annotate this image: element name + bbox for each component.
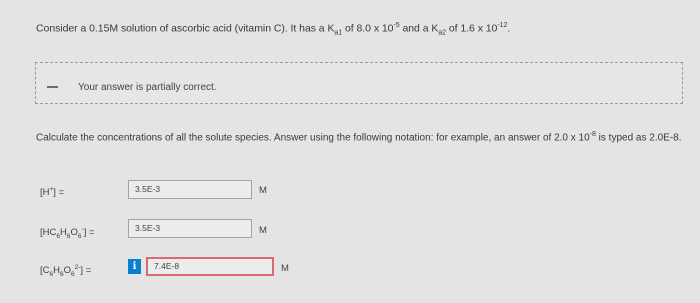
info-icon[interactable]: i: [128, 259, 141, 274]
h-plus-unit: M: [259, 185, 267, 196]
h-plus-input[interactable]: 3.5E-3: [128, 180, 252, 199]
c6h6o6-unit: M: [281, 263, 289, 274]
feedback-panel: [35, 62, 683, 104]
hc6h6o6-input[interactable]: 3.5E-3: [128, 219, 252, 238]
c6h6o6-label: $[C_6H_6O_6^{2-}]$ =: [40, 264, 92, 279]
hc6h6o6-label: $[HC_6H_6O_6^-]$ =: [40, 226, 95, 241]
hc6h6o6-unit: M: [259, 225, 267, 236]
question-text: Consider a 0.15M solution of ascorbic acid (vitamin C). It has a $K_{a1}$ of 8.0 x $10^{-5}$ and a $K_{a2}$ of 1.6 x $10^{-12}$.: [36, 22, 511, 37]
instructions-text: Calculate the concentrations of all the solute species. Answer using the following notation: for example, an answer of 2.0 x $10^{-8}$ is typed as 2.0E-8.: [36, 131, 682, 144]
partial-credit-icon: [47, 86, 58, 88]
feedback-text: Your answer is partially correct.: [78, 82, 217, 93]
c6h6o6-input[interactable]: 7.4E-8: [146, 257, 274, 276]
h-plus-label: [H+] =: [40, 186, 65, 199]
